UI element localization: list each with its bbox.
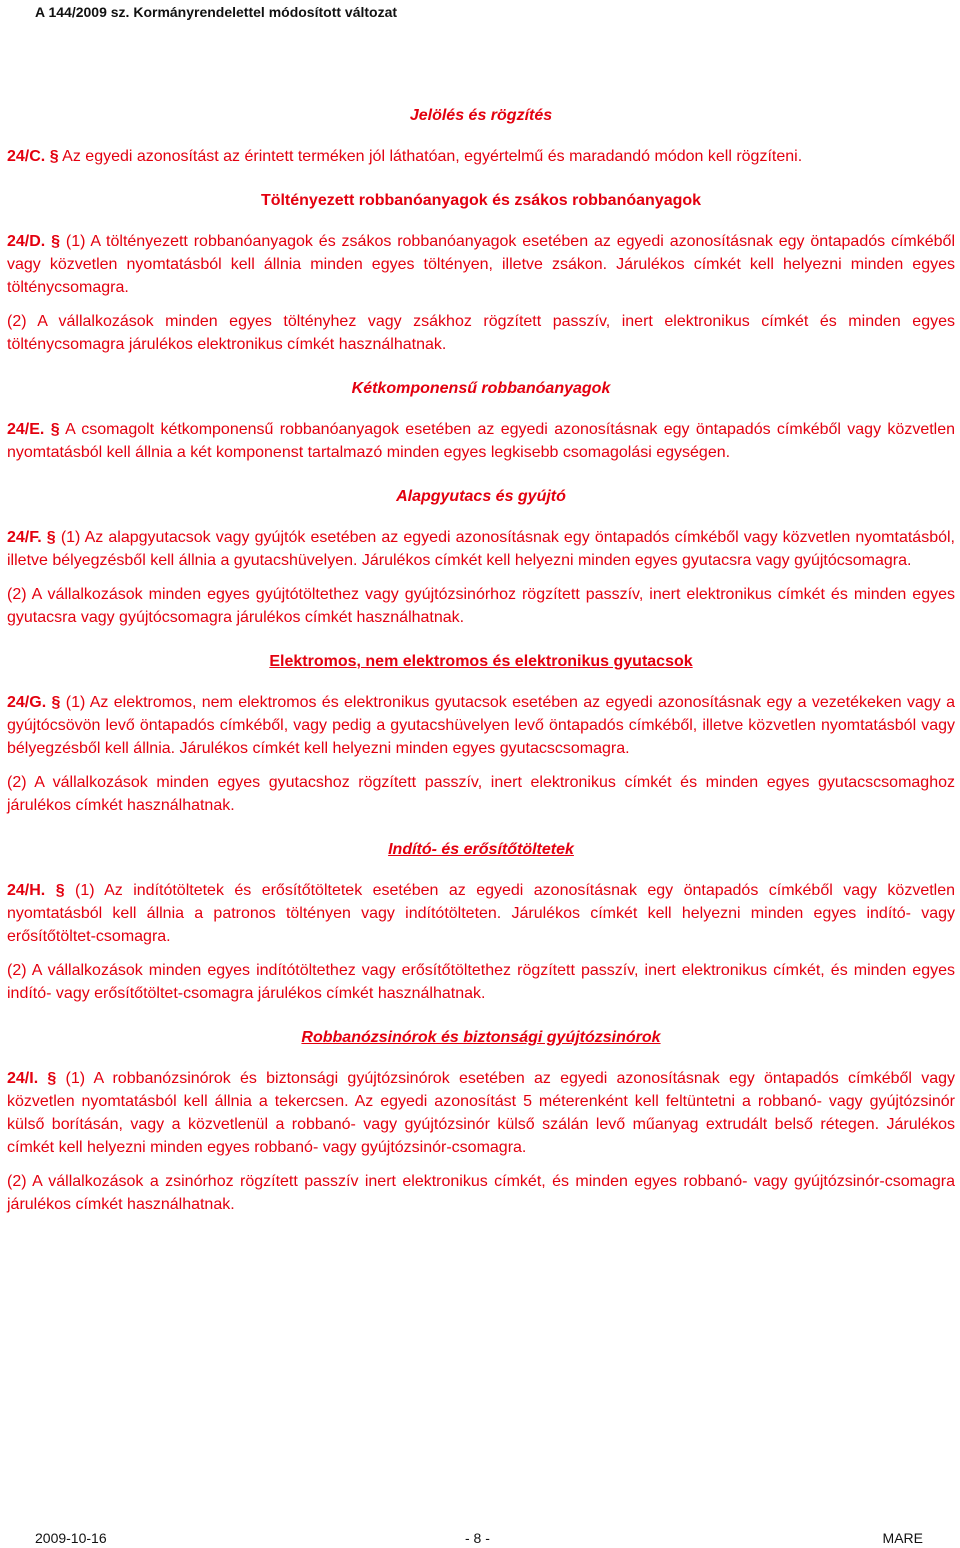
- section-sign-icon: §: [50, 421, 60, 438]
- footer-brand: MARE: [882, 1530, 923, 1546]
- footer-date: 2009-10-16: [35, 1530, 107, 1546]
- paragraph-text: (1) Az elektromos, nem elektromos és elektronikus gyutacsok esetében az egyedi azonosításnak egy a vezetékeken vagy a gyújtócsövön levő öntapadós címkéből, vagy pedig a gyutacshüvelyen levő öntapadós címkéből, illetve közvetlen nyomtatásból vagy bélyegzésből kell állnia. Járulékos címkét kell helyezni minden egyes gyutacscsomagra.: [7, 694, 956, 757]
- document-body: [7, 104, 955, 1216]
- paragraph: (2) A vállalkozások minden egyes indítótöltethez vagy erősítőtöltethez rögzített passzív, inert elektronikus címkét, és minden egyes indító- vagy erősítőtöltet-csomagra járulékos címkét használhatnak.: [7, 962, 955, 1002]
- paragraph: [7, 230, 955, 299]
- paragraph-text: (1) Az indítótöltetek és erősítőtöltetek esetében az egyedi azonosításnak egy öntapadós címkéből vagy közvetlen nyomtatásból kell állnia a patronos töltényen vagy indítótölteten. Járulékos címkét kell helyezni minden egyes indító- vagy erősítőtöltet-csomagra.: [7, 882, 956, 945]
- paragraph: (2) A vállalkozások minden egyes gyújtótöltethez vagy gyújtózsinórhoz rögzített passzív, inert elektronikus címkét és minden egyes gyutacsra vagy gyújtócsomagra járulékos címkét használhatnak.: [7, 586, 955, 626]
- paragraph-text: A csomagolt kétkomponensű robbanóanyagok esetében az egyedi azonosításnak egy öntapadós címkéből vagy közvetlen nyomtatásból kell állnia a két komponenst tartalmazó minden egyes legkisebb csomagolási egységen.: [7, 421, 956, 461]
- section-sign-icon: §: [46, 529, 56, 546]
- section-heading: Robbanózsinórok és biztonsági gyújtózsinórok: [301, 1029, 661, 1046]
- section-heading: Kétkomponensű robbanóanyagok: [351, 380, 611, 397]
- paragraph: [7, 879, 955, 948]
- paragraph: [7, 1067, 955, 1159]
- section-heading: Jelölés és rögzítés: [409, 107, 553, 124]
- section-heading: Töltényezett robbanóanyagok és zsákos robbanóanyagok: [260, 192, 702, 209]
- paragraph: [7, 418, 955, 464]
- paragraph: (2) A vállalkozások a zsinórhoz rögzített passzív inert elektronikus címkét, és minden egyes robbanó- vagy gyújtózsinór-csomagra járulékos címkét használhatnak.: [7, 1173, 955, 1213]
- section-heading: Alapgyutacs és gyújtó: [396, 488, 566, 505]
- paragraph-text: (1) Az alapgyutacsok vagy gyújtók esetében az egyedi azonosításnak egy öntapadós címkéből vagy közvetlen nyomtatásból, illetve bélyegzésből kell állnia a gyutacshüvelyen. Járulékos címkét kell helyezni minden egyes gyutacsra vagy gyújtócsomagra.: [7, 529, 955, 569]
- paragraph-text: (1) A töltényezett robbanóanyagok és zsákos robbanóanyagok esetében az egyedi azonosításnak egy öntapadós címkéből vagy közvetlen nyomtatásból kell állnia minden egyes töltényen, illetve zsákon. Járulékos címkét kell helyezni minden egyes tölténycsomagra.: [7, 233, 955, 296]
- section-number: 24/E.: [7, 421, 45, 438]
- paragraph: [7, 691, 955, 760]
- paragraph-text: (1) A robbanózsinórok és biztonsági gyújtózsinórok esetében az egyedi azonosításnak egy öntapadós címkéből vagy közvetlen nyomtatásból kell állnia a tekercsen. Az egyedi azonosítást 5 méterenként kell feltüntetni a robbanó- vagy gyújtózsinór külső borításán, vagy a közvetlenül a robbanó- vagy gyújtózsinór külső szálán levő műanyag extrudált belső rétegen. Járulékos címkét kell helyezni minden egyes robbanó- vagy gyújtózsinór-csomagra.: [7, 1070, 956, 1156]
- paragraph: (2) A vállalkozások minden egyes töltényhez vagy zsákhoz rögzített passzív, inert elektronikus címkét és minden egyes tölténycsomagra járulékos elektronikus címkét használhatnak.: [7, 313, 955, 353]
- section-number: 24/I.: [7, 1070, 39, 1087]
- document-header: A 144/2009 sz. Kormányrendelettel módosított változat: [35, 4, 398, 20]
- section-number: 24/D.: [7, 233, 46, 250]
- section-sign-icon: §: [51, 694, 61, 711]
- section-heading: Indító- és erősítőtöltetek: [388, 841, 574, 858]
- section-sign-icon: §: [47, 1070, 57, 1087]
- section-sign-icon: §: [51, 233, 61, 250]
- page-number: - 8 -: [465, 1530, 490, 1546]
- section-sign-icon: §: [55, 882, 65, 899]
- paragraph: [7, 526, 955, 572]
- section-number: 24/H.: [7, 882, 46, 899]
- section-number: 24/C.: [7, 148, 46, 165]
- section-sign-icon: §: [49, 148, 59, 165]
- paragraph: [7, 145, 955, 168]
- paragraph: (2) A vállalkozások minden egyes gyutacshoz rögzített passzív, inert elektronikus címkét és minden egyes gyutacscsomaghoz járulékos címkét használhatnak.: [7, 774, 955, 814]
- section-heading: Elektromos, nem elektromos és elektronikus gyutacsok: [269, 653, 693, 670]
- section-number: 24/G.: [7, 694, 47, 711]
- paragraph-text: Az egyedi azonosítást az érintett terméken jól láthatóan, egyértelmű és maradandó módon kell rögzíteni.: [62, 148, 803, 165]
- section-number: 24/F.: [7, 529, 42, 546]
